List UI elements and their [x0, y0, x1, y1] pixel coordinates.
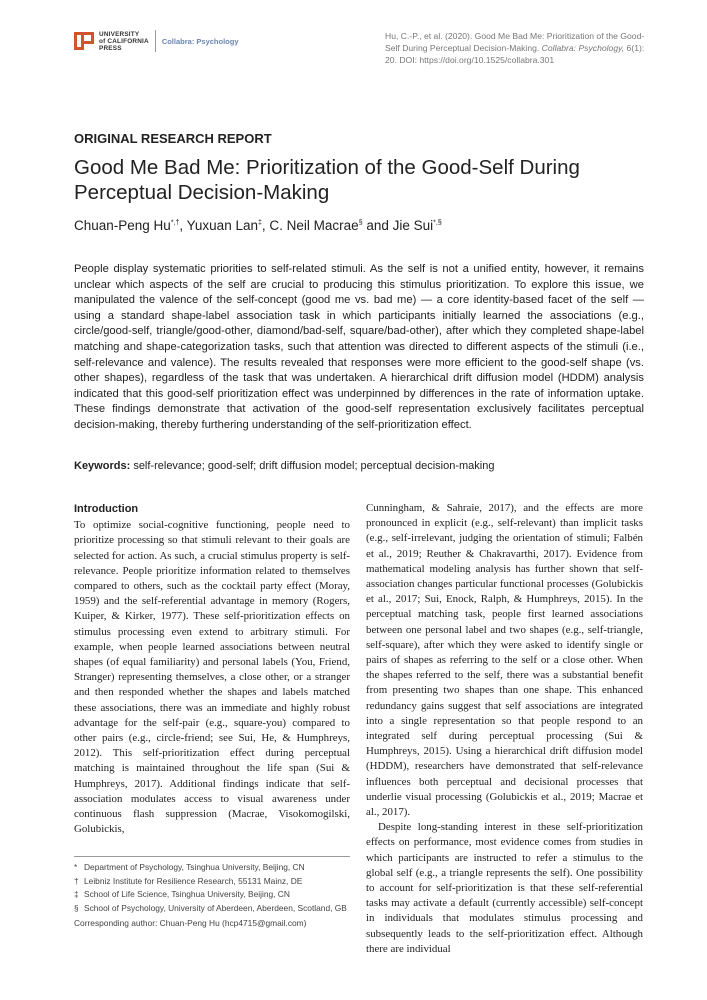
citation-text: Hu, C.-P., et al. (2020). Good Me Bad Me: Prioritization of the Good-Self During Perceptual Decision-Making.: [385, 31, 645, 53]
footnote-mark: ‡: [74, 889, 79, 899]
footnote-text: Leibniz Institute for Resilience Research, 55131 Mainz, DE: [84, 875, 303, 886]
logo-divider: [155, 30, 156, 52]
article-title: Good Me Bad Me: Prioritization of the Good-Self During Perceptual Decision-Making: [74, 156, 580, 204]
logo-line: of CALIFORNIA: [99, 37, 149, 45]
footnote-text: School of Psychology, University of Aberdeen, Aberdeen, Scotland, GB: [84, 902, 347, 913]
author-name: Yuxuan Lan: [186, 218, 258, 233]
footnote-item: [74, 861, 354, 875]
citation-block: [385, 30, 655, 66]
logo-line: PRESS: [99, 44, 122, 52]
body-column-left: [74, 502, 350, 837]
footnote-text: School of Life Science, Tsinghua University, Beijing, CN: [84, 889, 290, 899]
author-name: C. Neil Macrae: [269, 218, 359, 233]
citation-doi[interactable]: 6(1): 20. DOI: https://doi.org/10.1525/collabra.301: [385, 43, 645, 65]
footnote-text: Department of Psychology, Tsinghua University, Beijing, CN: [84, 862, 305, 872]
footnote-item: [74, 888, 354, 902]
ucpress-logo-icon: [74, 31, 94, 51]
keywords-list: self-relevance; good-self; drift diffusion model; perceptual decision-making: [133, 460, 495, 472]
abstract: People display systematic priorities to self-related stimuli. As the self is not a unified entity, however, it remains unclear which aspects of the self are crucial to producing this stimulus prioritization. To explore this issue, we manipulated the valence of the self-concept (good me vs. bad me) — a core identity-based facet of the self — using a standard shape-label association task in which participants initially learned the associations (e.g., circle/good-self, triangle/good-other, diamond/bad-self, square/bad-other), after which they completed shape-label matching and shape-categorization tasks, such that attention was directed to different aspects of the stimuli (i.e., self-relevance and valence). The results revealed that responses were more efficient to the good-self shape (vs. other shapes), regardless of the task that was undertaken. A hierarchical drift diffusion model (HDDM) analysis indicated that this good-self prioritization effect was underpinned by differences in the rate of information uptake. These findings demonstrate that activation of the good-self representation exclusively facilitates perceptual decision-making, thereby furthering understanding of the self-prioritization effect.: [74, 263, 644, 431]
body-paragraph: Despite long-standing interest in these self-prioritization effects on performance, most evidence comes from studies in which participants are instructed to refer a stimulus to the global self (e.g., a triangle represents the self). One possibility to account for self-prioritization is that these self-referential tasks may activate a default (currently accessible) self-concept in individuals that modulates stimulus processing and subsequently leads to the self-prioritization effect. Although there are individual: [366, 821, 643, 955]
author-separator: ,: [179, 218, 187, 233]
footnotes: [74, 861, 354, 931]
footnote-mark: *: [74, 862, 78, 872]
author-separator: and: [362, 218, 393, 233]
author-name: Chuan-Peng Hu: [74, 218, 171, 233]
body-paragraph: Cunningham, & Sahraie, 2017), and the effects are more pronounced in explicit (e.g., self-relevant) than implicit tasks (e.g., self-irrelevant, judging the orientation of stimuli; Falbén et al., 2019; Reuther & Chakravarthi, 2017). Evidence from mathematical modeling analysis has further shown that self-association changes particular functional processes (Golubickis et al., 2017; Sui, Enock, Ralph, & Humphreys, 2015). In the perceptual matching task, people first learned associations between one personal label and two shapes (e.g., self-triangle, self-square), after which they were asked to identify single or pairs of shapes as referring to the self or a close other. When the shapes referred to the self, there was a substantial benefit from presenting two shapes than one shape. This enhanced redundancy gains suggest that self associations are integrated into a single representation so that people respond to an integrated self during perceptual processing (Sui & Humphreys, 2015). Using a hierarchical drift diffusion model (HDDM), researchers have demonstrated that self-relevance influences both perceptual and decisional processes that underlie visual processing (Golubickis et al., 2019; Macrae et al., 2017).: [366, 502, 643, 819]
publisher-logo-text: [99, 31, 149, 52]
author-affiliation-mark: §: [358, 219, 363, 227]
footnote-mark: †: [74, 875, 79, 886]
keywords-label: Keywords:: [74, 460, 131, 472]
logo-line: UNIVERSITY: [99, 30, 140, 38]
author-affiliation-mark: ‡: [257, 219, 262, 227]
body-column-right: [366, 501, 643, 957]
article-type: ORIGINAL RESEARCH REPORT: [74, 131, 272, 146]
author-list: [74, 218, 442, 233]
citation-journal: Collabra: Psychology,: [541, 43, 625, 53]
footnote-item: [74, 875, 354, 889]
body-paragraph: To optimize social-cognitive functioning, people need to prioritize processing so that stimuli relevant to their goals are selected for action. As such, a crucial stimulus property is self-relevance. People prioritize information related to themselves compared to others, such as the cocktail party effect (Moray, 1959) and the self-referential advantage in memory (Rogers, Kuiper, & Kirker, 1977). These self-prioritization effects on stimulus processing even extend to arbitrary stimuli. For example, when people learned associations between neutral shapes (of equal familiarity) and personal labels (You, Friend, Stranger) representing themselves, a close other, or a stranger and then responded whether the shapes and labels matched these associations, there was an immediate and highly robust advantage for the self-pair (e.g., square-you) compared to other pairs (e.g., circle-friend; see Sui, He, & Humphreys, 2012). This self-prioritization effect during perceptual matching is maintained throughout the life span (Sui & Humphreys, 2017). Additional findings indicate that self-association modulates access to visual awareness under continuous flash suppression (Macrae, Visokomogilski, Golubickis,: [74, 519, 350, 836]
author-name: Jie Sui: [392, 218, 434, 233]
author-affiliation-mark: *,†: [170, 219, 180, 227]
section-heading-introduction: Introduction: [74, 503, 139, 515]
journal-name[interactable]: Collabra: Psychology: [161, 36, 239, 46]
footnote-mark: §: [74, 902, 79, 913]
footnote-divider: [74, 856, 350, 857]
author-affiliation-mark: *,§: [433, 219, 442, 227]
footnote-item: [74, 902, 354, 916]
keywords: [74, 460, 644, 472]
corresponding-author[interactable]: Corresponding author: Chuan-Peng Hu (hcp4715@gmail.com): [74, 918, 307, 928]
publisher-header: [74, 30, 239, 52]
author-separator: ,: [261, 218, 270, 233]
